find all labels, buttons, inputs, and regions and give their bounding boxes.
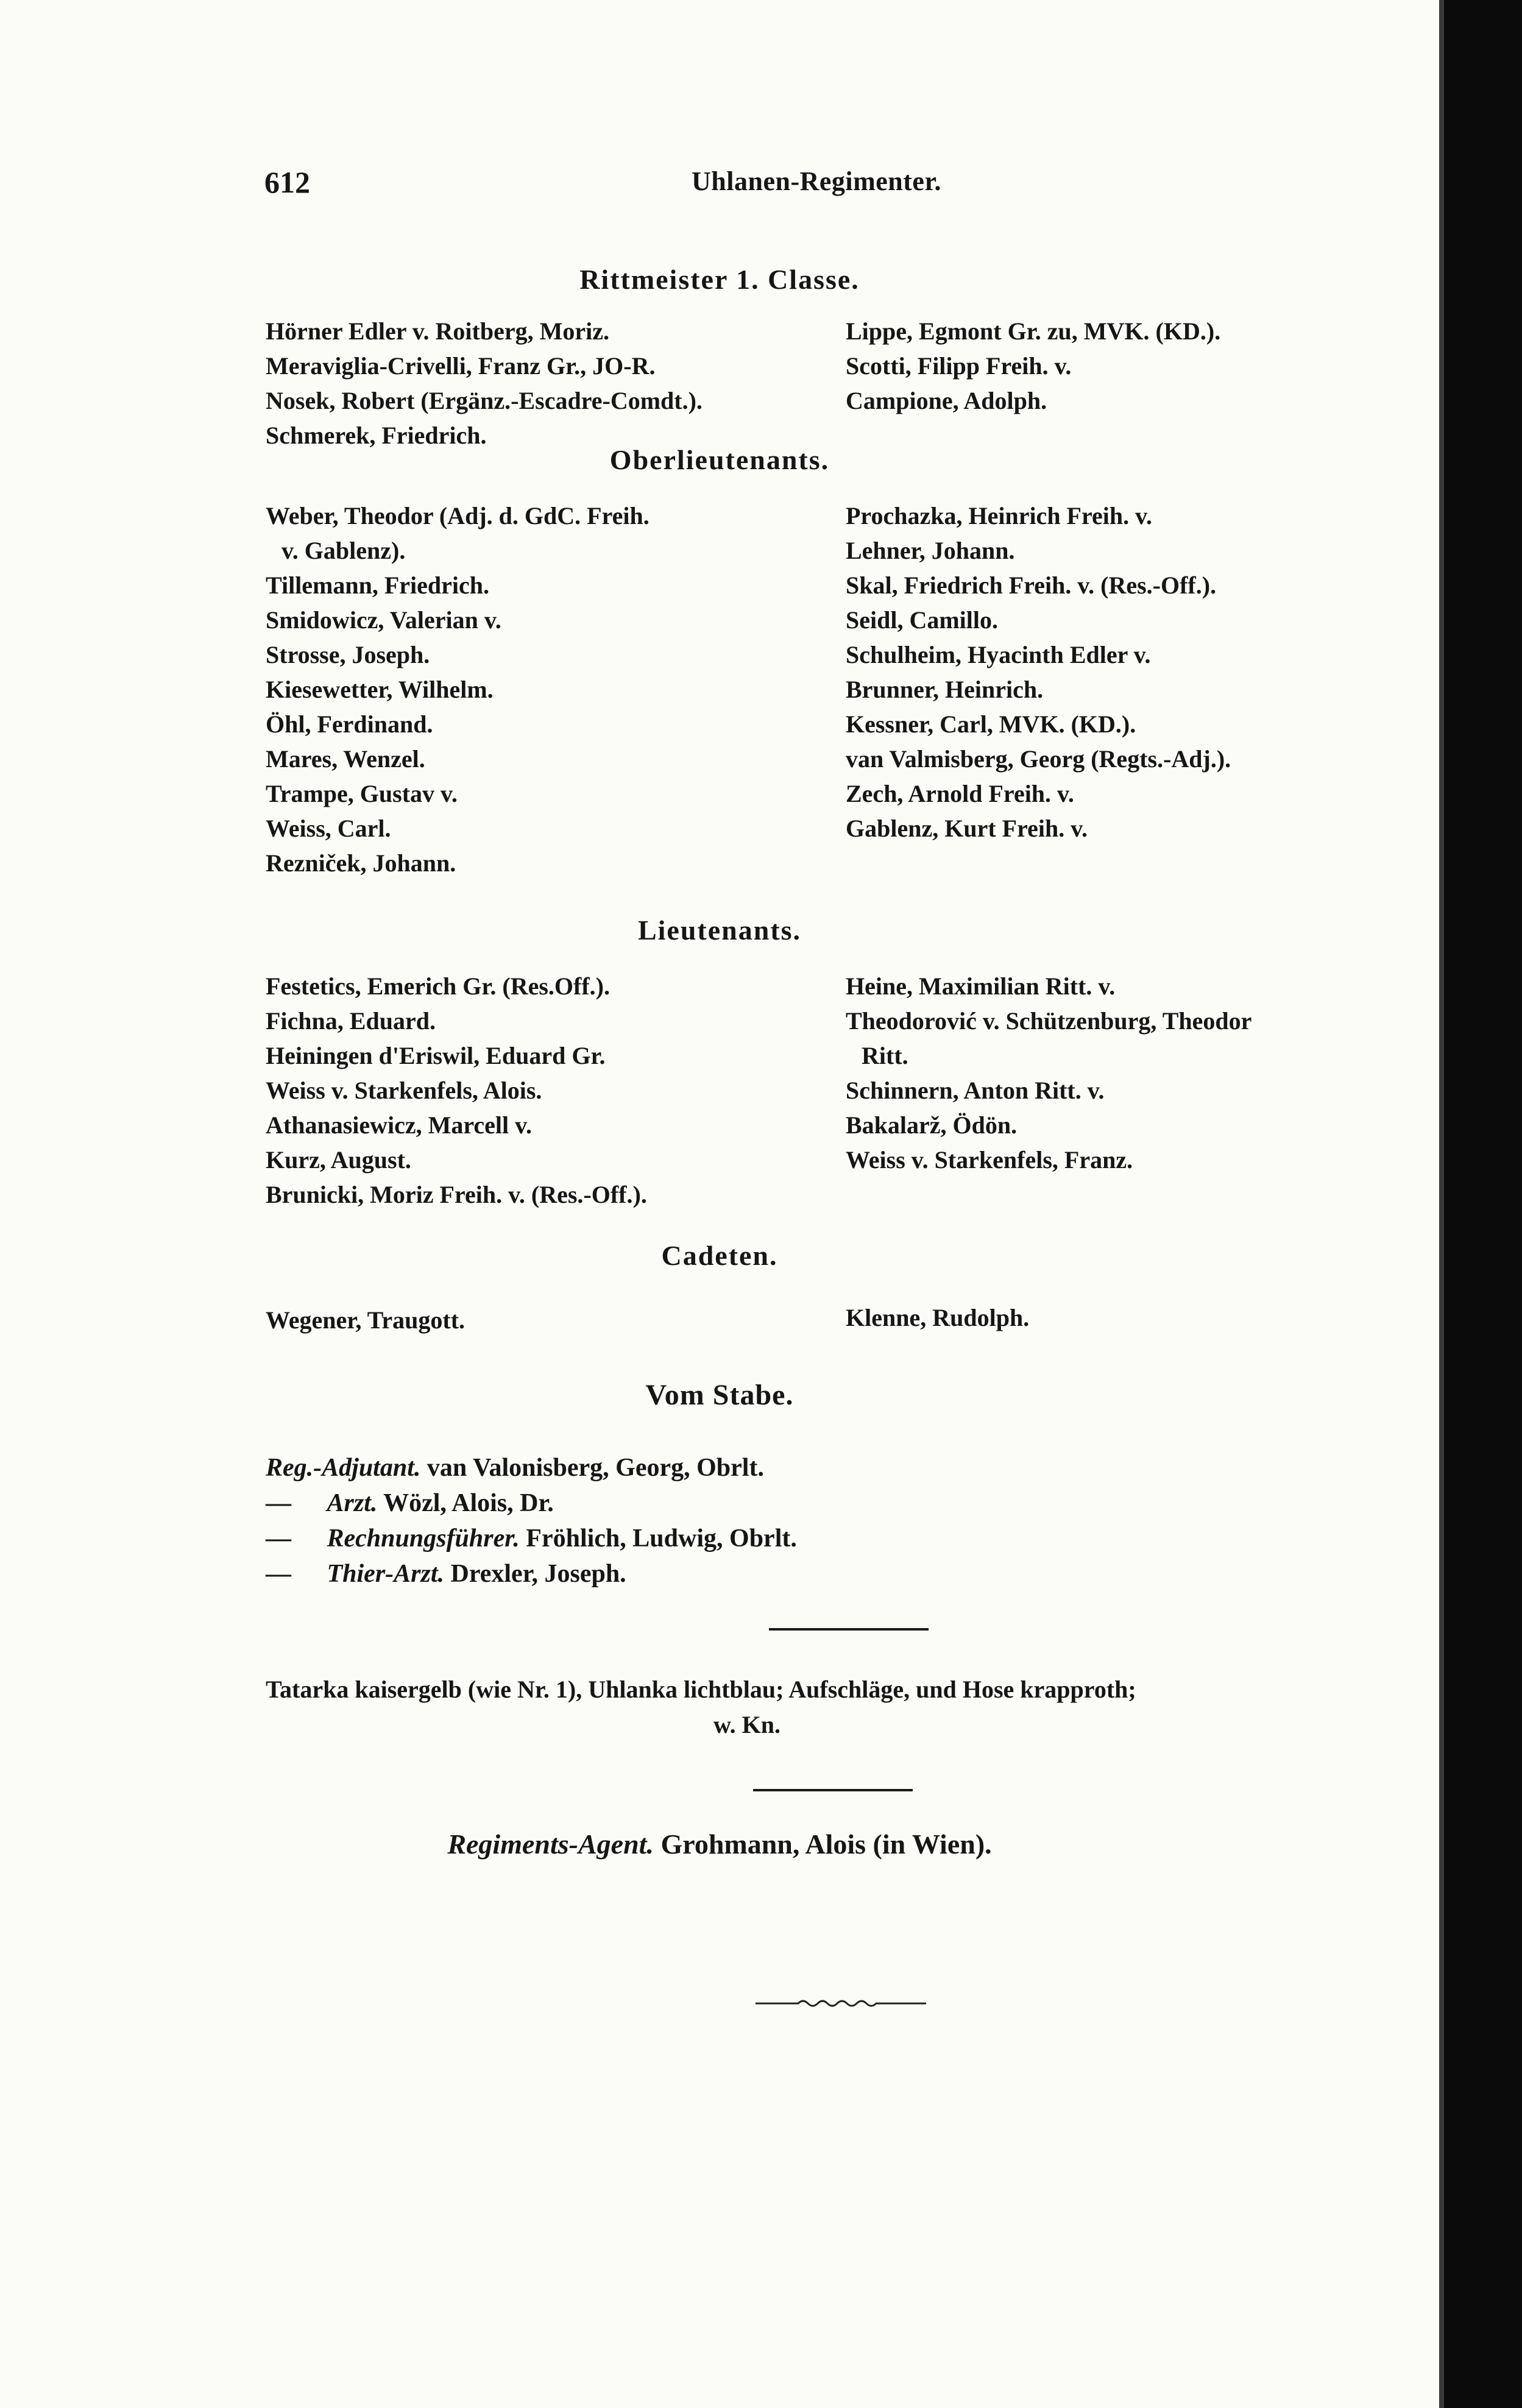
cadeten-left-column <box>266 1303 465 1337</box>
list-item: Kiesewetter, Wilhelm. <box>266 676 494 703</box>
section-heading-oberlieutenants: Oberlieutenants. <box>609 444 830 475</box>
list-item: Mares, Wenzel. <box>266 745 425 773</box>
staff-role: Arzt. <box>327 1489 378 1517</box>
oberlieutenants-left-column <box>266 498 650 880</box>
list-item: Smidowicz, Valerian v. <box>266 606 501 634</box>
divider-rule <box>769 1628 929 1631</box>
agent-name: Grohmann, Alois (in Wien). <box>660 1829 992 1860</box>
list-item: Bakalarž, Ödön. <box>846 1111 1018 1139</box>
staff-name: Fröhlich, Ludwig, Obrlt. <box>526 1524 797 1553</box>
agent-role: Regiments-Agent. <box>447 1829 654 1860</box>
staff-name: Wözl, Alois, Dr. <box>383 1489 554 1517</box>
oberlieutenants-right-column <box>846 498 1231 846</box>
list-item: Weber, Theodor (Adj. d. GdC. Freih. <box>266 502 650 529</box>
list-item: Weiss v. Starkenfels, Franz. <box>846 1146 1133 1174</box>
rittmeister-left-column <box>266 314 703 453</box>
list-item: Weiss, Carl. <box>266 815 391 842</box>
list-item: Fichna, Eduard. <box>266 1007 436 1035</box>
list-item: Weiss v. Starkenfels, Alois. <box>266 1077 542 1104</box>
list-item: Seidl, Camillo. <box>846 606 999 634</box>
staff-role: Rechnungsführer. <box>327 1524 520 1553</box>
ditto-dash: — <box>266 1489 291 1517</box>
list-item: Kurz, August. <box>266 1146 411 1174</box>
list-item: Trampe, Gustav v. <box>266 780 458 807</box>
staff-name: van Valonisberg, Georg, Obrlt. <box>427 1454 764 1482</box>
list-item: Festetics, Emerich Gr. (Res.Off.). <box>266 972 610 1000</box>
scan-dark-edge <box>1439 0 1522 2408</box>
list-item: Tillemann, Friedrich. <box>266 572 490 599</box>
list-item: Wegener, Traugott. <box>266 1306 465 1334</box>
uniform-line-2: w. Kn. <box>713 1711 781 1738</box>
list-item: Brunicki, Moriz Freih. v. (Res.-Off.). <box>266 1181 647 1208</box>
list-item: Klenne, Rudolph. <box>846 1304 1030 1331</box>
list-item: Gablenz, Kurt Freih. v. <box>846 815 1088 842</box>
list-item: Meraviglia-Crivelli, Franz Gr., JO-R. <box>266 352 656 380</box>
ditto-dash: — <box>266 1560 291 1588</box>
staff-name: Drexler, Joseph. <box>450 1560 626 1588</box>
list-item: Öhl, Ferdinand. <box>266 710 433 738</box>
ditto-dash: — <box>266 1524 291 1553</box>
list-item: Campione, Adolph. <box>846 387 1047 414</box>
section-heading-stabe: Vom Stabe. <box>645 1379 794 1411</box>
list-item: Scotti, Filipp Freih. v. <box>846 352 1072 380</box>
staff-row <box>266 1486 797 1521</box>
list-item: Ritt. <box>862 1042 908 1069</box>
staff-row <box>266 1556 797 1592</box>
list-item: Skal, Friedrich Freih. v. (Res.-Off.). <box>846 572 1217 599</box>
section-heading-rittmeister: Rittmeister 1. Classe. <box>579 264 860 295</box>
list-item: Rezniček, Johann. <box>266 849 456 877</box>
list-item: Kessner, Carl, MVK. (KD.). <box>846 710 1136 738</box>
staff-row <box>266 1521 797 1556</box>
page-number: 612 <box>264 165 310 199</box>
list-item: Schinnern, Anton Ritt. v. <box>846 1077 1105 1104</box>
cadeten-right-column <box>846 1300 1029 1335</box>
section-heading-lieutenants: Lieutenants. <box>637 915 802 946</box>
uniform-line-1: Tatarka kaisergelb (wie Nr. 1), Uhlanka lichtblau; Aufschläge, und Hose krapproth; <box>266 1676 1136 1703</box>
list-item: Brunner, Heinrich. <box>846 676 1044 703</box>
ornament-squiggle <box>756 1994 926 2012</box>
staff-list <box>266 1450 797 1592</box>
list-item: Theodorović v. Schützenburg, Theodor <box>846 1007 1252 1035</box>
list-item: Zech, Arnold Freih. v. <box>846 780 1074 807</box>
uniform-description <box>266 1672 1411 1743</box>
regiments-agent <box>0 1828 1439 1860</box>
list-item: Prochazka, Heinrich Freih. v. <box>846 502 1152 529</box>
list-item: v. Gablenz). <box>281 537 406 564</box>
staff-role: Reg.-Adjutant. <box>266 1454 421 1482</box>
list-item: Schulheim, Hyacinth Edler v. <box>846 641 1151 668</box>
section-heading-cadeten: Cadeten. <box>661 1240 778 1271</box>
list-item: Lehner, Johann. <box>846 537 1015 564</box>
lieutenants-right-column <box>846 969 1251 1177</box>
list-item: Heine, Maximilian Ritt. v. <box>846 972 1116 1000</box>
staff-role: Thier-Arzt. <box>327 1560 445 1588</box>
list-item: Athanasiewicz, Marcell v. <box>266 1111 532 1139</box>
list-item: van Valmisberg, Georg (Regts.-Adj.). <box>846 745 1231 773</box>
divider-rule <box>753 1789 913 1791</box>
list-item: Hörner Edler v. Roitberg, Moriz. <box>266 317 609 345</box>
list-item: Heiningen d'Eriswil, Eduard Gr. <box>266 1042 606 1069</box>
rittmeister-right-column <box>846 314 1220 418</box>
list-item: Lippe, Egmont Gr. zu, MVK. (KD.). <box>846 317 1221 345</box>
list-item: Schmerek, Friedrich. <box>266 422 487 449</box>
list-item: Nosek, Robert (Ergänz.-Escadre-Comdt.). <box>266 387 703 414</box>
running-title: Uhlanen-Regimenter. <box>692 166 941 196</box>
list-item: Strosse, Joseph. <box>266 641 430 668</box>
lieutenants-left-column <box>266 969 647 1212</box>
staff-row <box>266 1450 797 1486</box>
